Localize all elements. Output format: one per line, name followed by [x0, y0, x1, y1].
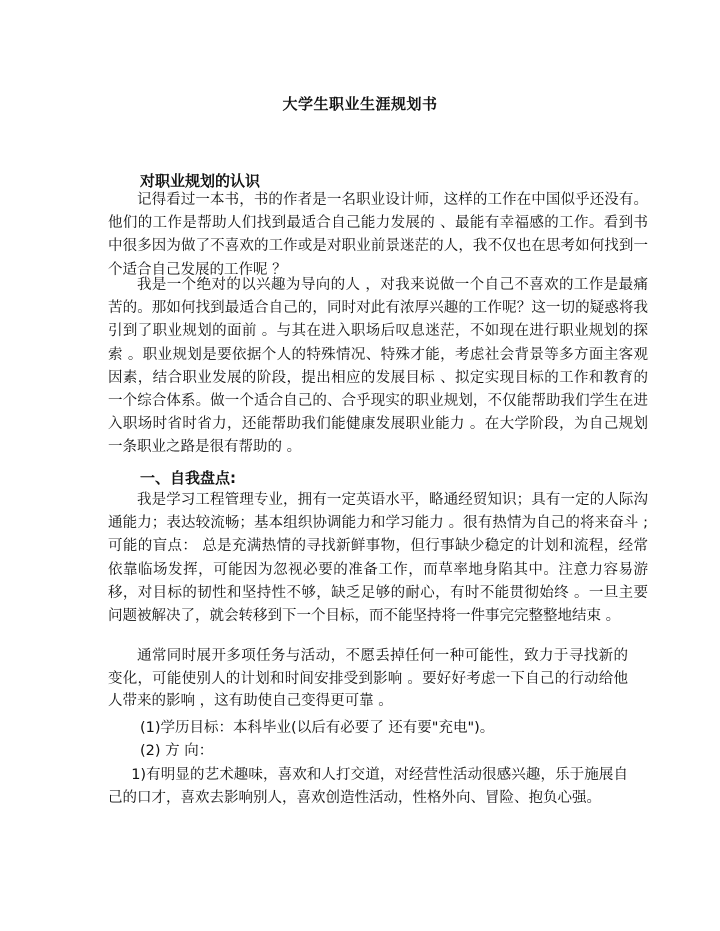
paragraph-text: 我是学习工程管理专业，拥有一定英语水平，略通经贸知识；具有一定的人际沟通能力；表达较流畅；基本组织协调能力和学习能力 。很有热情为自己的将来奋斗 ;可能的盲点： 总是充满热情的寻找新鲜事物，但行事缺少稳定的计划和流程，经常依靠临场发挥，可能因为忽视必要的准备工作，而草率地身陷其中。注意力容易游移，对目标的韧性和坚持性不够，缺乏足够的耐心，有时不能贯彻始终 。一旦主要问题被解决了，就会转移到下一个目标，而不能坚持将一件事完完整整地结束 。 [108, 492, 648, 625]
paragraph-interest [108, 274, 648, 460]
paragraph-text: 1)有明显的艺术趣味，喜欢和人打交道，对经营性活动很感兴趣，乐于施展自己的口才，喜欢去影响别人，喜欢创造性活动，性格外向、冒险、抱负心强。 [108, 767, 628, 806]
paragraph-self-assessment [108, 489, 648, 628]
paragraph-direction-detail [108, 764, 628, 810]
section-heading: 对职业规划的认识 [140, 172, 261, 190]
direction-item: (2) 方 向： [140, 743, 214, 759]
paragraph-intro [108, 189, 648, 282]
document-title: 大学生职业生涯规划书 [282, 95, 438, 113]
paragraph-text: 通常同时展开多项任务与活动，不愿丢掉任何一种可能性，致力于寻找新的变化，可能使别人的计划和时间安排受到影响 。要好好考虑一下自己的行动给他人带来的影响 ，这有助使自己变得更可靠 。 [108, 648, 628, 710]
paragraph-text: 我是一个绝对的以兴趣为导向的人 ，对我来说做一个自己不喜欢的工作是最痛苦的。那如何找到最适合自己的，同时对此有浓厚兴趣的工作呢？这一切的疑惑将我引到了职业规划的面前 。与其在进入职场后叹息迷茫，不如现在进行职业规划的探索 。职业规划是要依据个人的特殊情况、特殊才能，考虑社会背景等多方面主客观因素，结合职业发展的阶段，提出相应的发展目标 、拟定实现目标的工作和教育的一个综合体系。做一个适合自己的、合乎现实的职业规划，不仅能帮助我们学生在进入职场时省时省力，还能帮助我们能健康发展职业能力 。在大学阶段，为自己规划一条职业之路是很有帮助的 。 [108, 277, 648, 456]
self-assessment-heading: 一、自我盘点: [140, 469, 236, 487]
education-goal-item: (1)学历目标：本科毕业(以后有必要了 还有要"充电")。 [140, 720, 495, 736]
paragraph-text: 记得看过一本书，书的作者是一名职业设计师，这样的工作在中国似乎还没有。他们的工作是帮助人们找到最适合自己能力发展的 、最能有幸福感的工作。看到书中很多因为做了不喜欢的工作或是对职业前景迷茫的人，我不仅也在思考如何找到一个适合自己发展的工作呢 ？ [108, 192, 648, 278]
paragraph-multitask [108, 645, 628, 713]
